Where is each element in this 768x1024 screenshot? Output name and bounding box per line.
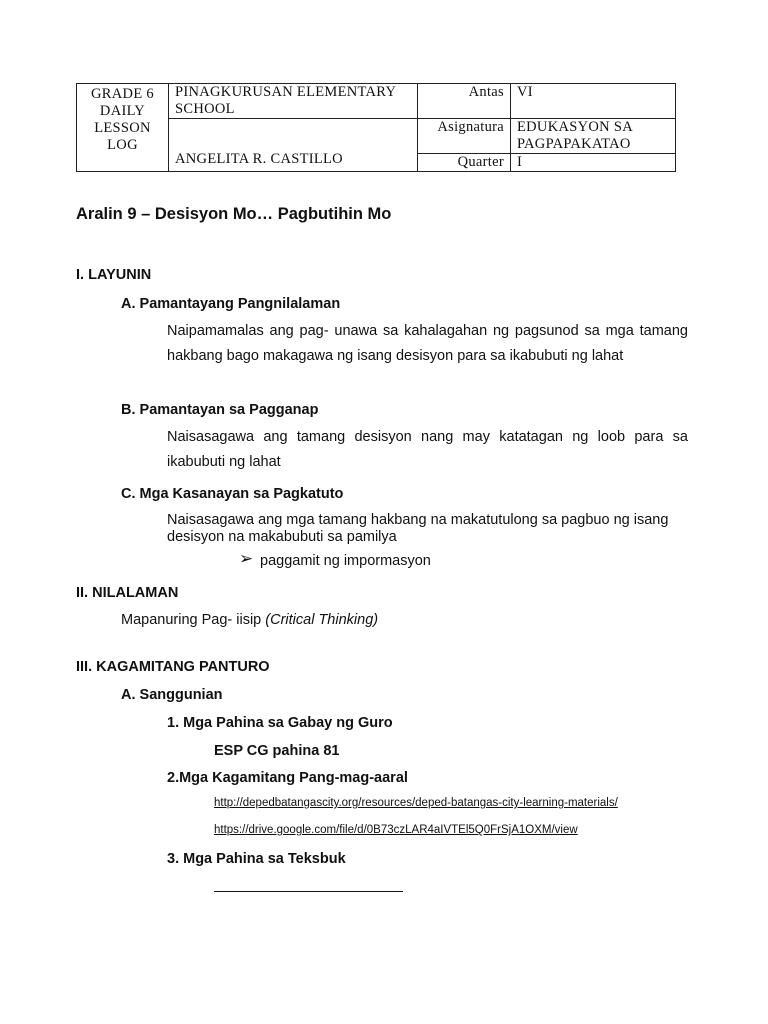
nilalaman-content	[121, 612, 378, 628]
bullet-item: paggamit ng impormasyon	[260, 553, 431, 569]
quarter-value: I	[511, 154, 676, 172]
nilalaman-italic-text: (Critical Thinking)	[265, 612, 379, 628]
subheading-pamantayang-pangnilalaman: A. Pamantayang Pangnilalaman	[121, 296, 341, 312]
section-heading-layunin: I. LAYUNIN	[76, 267, 152, 283]
subheading-pamantayan-pagganap: B. Pamantayan sa Pagganap	[121, 402, 319, 418]
arrowhead-bullet-icon: ➢	[239, 549, 254, 569]
quarter-label: Quarter	[418, 154, 511, 172]
antas-value: VI	[511, 84, 676, 119]
paragraph-kasanayan: Naisasagawa ang mga tamang hakbang na makatutulong sa pagbuo ng isang desisyon na makabubuti sa pamilya	[167, 512, 669, 545]
item-kagamitang-mag-aaral: 2.Mga Kagamitang Pang-mag-aaral	[167, 770, 408, 786]
lesson-header-table	[76, 83, 676, 172]
item-gabay-ng-guro: 1. Mga Pahina sa Gabay ng Guro	[167, 715, 393, 731]
link-google-drive[interactable]: https://drive.google.com/file/d/0B73czLAR4aIVTEl5Q0FrSjA1OXM/view	[214, 824, 578, 836]
paragraph-pagganap: Naisasagawa ang tamang desisyon nang may katatagan ng loob para sa ikabubuti ng lahat	[167, 429, 688, 470]
blank-answer-line	[214, 890, 403, 892]
subheading-kasanayan: C. Mga Kasanayan sa Pagkatuto	[121, 486, 344, 502]
antas-label: Antas	[418, 84, 511, 119]
section-heading-nilalaman: II. NILALAMAN	[76, 585, 179, 601]
asignatura-value: EDUKASYON SA PAGPAPAKATAO	[511, 119, 676, 154]
asignatura-label: Asignatura	[418, 119, 511, 154]
lesson-title: Aralin 9 – Desisyon Mo… Pagbutihin Mo	[76, 205, 392, 223]
gabay-ng-guro-value: ESP CG pahina 81	[214, 743, 340, 759]
grade-cell: GRADE 6 DAILY LESSON LOG	[77, 84, 169, 172]
school-name: PINAGKURUSAN ELEMENTARY SCHOOL	[169, 84, 418, 119]
teacher-name: ANGELITA R. CASTILLO	[169, 119, 418, 172]
paragraph-pangnilalaman: Naipamamalas ang pag- unawa sa kahalagahan ng pagsunod sa mga tamang hakbang bago makagawa ng isang desisyon para sa ikabubuti ng lahat	[167, 323, 688, 364]
item-teksbuk: 3. Mga Pahina sa Teksbuk	[167, 851, 346, 867]
nilalaman-text: Mapanuring Pag- iisip	[121, 612, 266, 628]
section-heading-kagamitan: III. KAGAMITANG PANTURO	[76, 659, 270, 675]
link-deped-batangas[interactable]: http://depedbatangascity.org/resources/deped-batangas-city-learning-materials/	[214, 797, 618, 809]
subheading-sanggunian: A. Sanggunian	[121, 687, 223, 703]
